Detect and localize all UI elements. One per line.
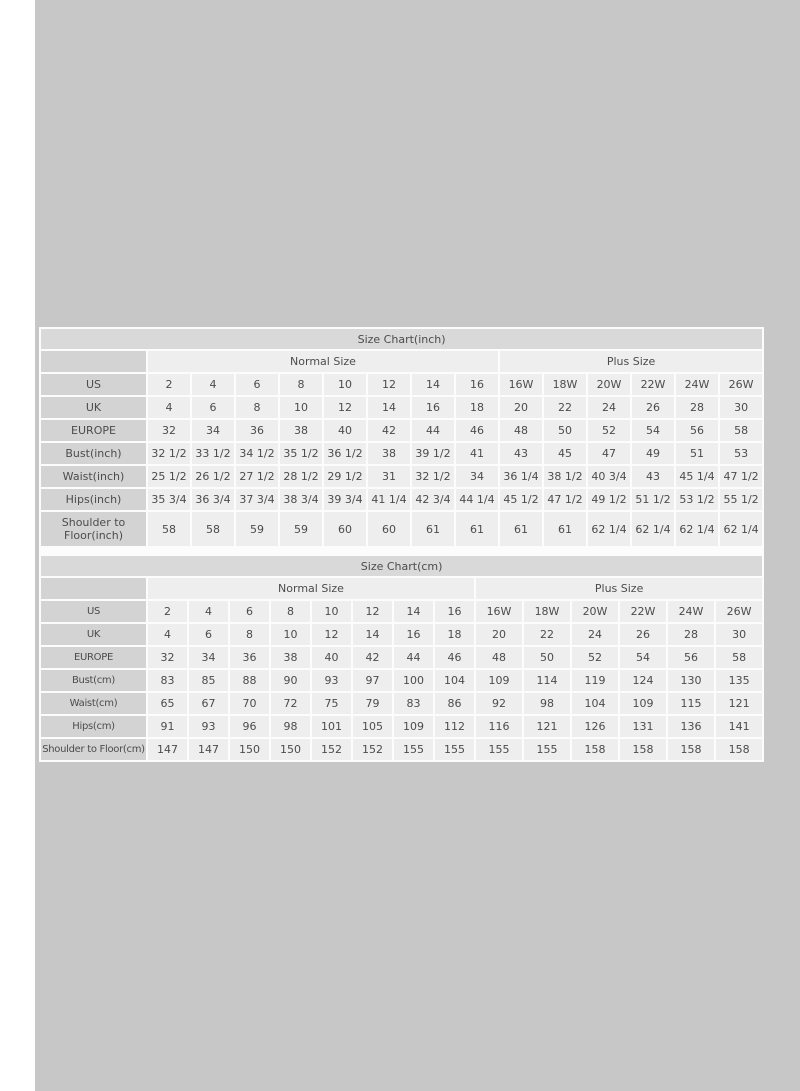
table-row <box>41 420 762 441</box>
size-value-cell: 46 <box>456 420 498 441</box>
size-value-cell: 158 <box>668 739 714 760</box>
size-value-cell: 126 <box>572 716 618 737</box>
size-value-cell: 60 <box>368 512 410 546</box>
row-label: US <box>41 601 146 622</box>
size-value-cell: 112 <box>435 716 474 737</box>
size-value-cell: 109 <box>620 693 666 714</box>
size-value-cell: 41 1/4 <box>368 489 410 510</box>
row-label: Shoulder to Floor(cm) <box>41 739 146 760</box>
size-value-cell: 67 <box>189 693 228 714</box>
size-value-cell: 115 <box>668 693 714 714</box>
row-label: Waist(cm) <box>41 693 146 714</box>
size-value-cell: 18W <box>544 374 586 395</box>
size-value-cell: 24W <box>676 374 718 395</box>
size-value-cell: 38 <box>271 647 310 668</box>
size-value-cell: 47 <box>588 443 630 464</box>
table-row <box>41 647 762 668</box>
size-value-cell: 62 1/4 <box>588 512 630 546</box>
size-value-cell: 44 <box>412 420 454 441</box>
size-value-cell: 105 <box>353 716 392 737</box>
size-value-cell: 4 <box>192 374 234 395</box>
size-value-cell: 61 <box>456 512 498 546</box>
size-value-cell: 158 <box>620 739 666 760</box>
size-value-cell: 61 <box>500 512 542 546</box>
size-value-cell: 38 3/4 <box>280 489 322 510</box>
size-value-cell: 36 1/2 <box>324 443 366 464</box>
table-row <box>41 466 762 487</box>
row-label: Bust(cm) <box>41 670 146 691</box>
size-value-cell: 16 <box>435 601 474 622</box>
size-value-cell: 30 <box>720 397 762 418</box>
size-value-cell: 26 <box>620 624 666 645</box>
size-value-cell: 14 <box>412 374 454 395</box>
size-value-cell: 93 <box>189 716 228 737</box>
size-value-cell: 26 1/2 <box>192 466 234 487</box>
size-value-cell: 97 <box>353 670 392 691</box>
size-value-cell: 22 <box>524 624 570 645</box>
size-chart-cm-table <box>39 554 764 762</box>
corner-cell <box>41 578 146 599</box>
size-value-cell: 42 3/4 <box>412 489 454 510</box>
size-value-cell: 32 1/2 <box>148 443 190 464</box>
size-value-cell: 8 <box>236 397 278 418</box>
size-value-cell: 32 1/2 <box>412 466 454 487</box>
size-value-cell: 22 <box>544 397 586 418</box>
size-value-cell: 6 <box>189 624 228 645</box>
size-value-cell: 48 <box>500 420 542 441</box>
size-value-cell: 32 <box>148 420 190 441</box>
size-value-cell: 96 <box>230 716 269 737</box>
table-row <box>41 443 762 464</box>
size-value-cell: 24 <box>572 624 618 645</box>
size-value-cell: 4 <box>148 624 187 645</box>
size-value-cell: 100 <box>394 670 433 691</box>
size-value-cell: 45 <box>544 443 586 464</box>
size-value-cell: 38 <box>368 443 410 464</box>
size-value-cell: 50 <box>524 647 570 668</box>
size-value-cell: 58 <box>192 512 234 546</box>
size-value-cell: 16 <box>456 374 498 395</box>
size-value-cell: 20 <box>500 397 542 418</box>
size-value-cell: 51 1/2 <box>632 489 674 510</box>
size-value-cell: 12 <box>353 601 392 622</box>
size-value-cell: 70 <box>230 693 269 714</box>
size-value-cell: 40 3/4 <box>588 466 630 487</box>
size-value-cell: 28 1/2 <box>280 466 322 487</box>
size-value-cell: 51 <box>676 443 718 464</box>
size-value-cell: 46 <box>435 647 474 668</box>
column-group-row <box>41 578 762 599</box>
row-label: Waist(inch) <box>41 466 146 487</box>
column-group-row <box>41 351 762 372</box>
size-value-cell: 58 <box>720 420 762 441</box>
size-value-cell: 62 1/4 <box>676 512 718 546</box>
table-row <box>41 489 762 510</box>
size-value-cell: 58 <box>716 647 762 668</box>
size-value-cell: 131 <box>620 716 666 737</box>
size-value-cell: 24 <box>588 397 630 418</box>
table-row <box>41 601 762 622</box>
size-value-cell: 4 <box>148 397 190 418</box>
size-value-cell: 53 <box>720 443 762 464</box>
size-value-cell: 83 <box>148 670 187 691</box>
size-value-cell: 79 <box>353 693 392 714</box>
size-value-cell: 32 <box>148 647 187 668</box>
table-title: Size Chart(cm) <box>41 556 762 576</box>
size-value-cell: 42 <box>368 420 410 441</box>
size-value-cell: 56 <box>668 647 714 668</box>
table-row <box>41 374 762 395</box>
size-value-cell: 150 <box>271 739 310 760</box>
size-value-cell: 30 <box>716 624 762 645</box>
size-value-cell: 152 <box>353 739 392 760</box>
size-value-cell: 28 <box>676 397 718 418</box>
size-value-cell: 150 <box>230 739 269 760</box>
size-value-cell: 39 1/2 <box>412 443 454 464</box>
size-value-cell: 58 <box>148 512 190 546</box>
size-value-cell: 36 <box>230 647 269 668</box>
size-value-cell: 47 1/2 <box>720 466 762 487</box>
size-value-cell: 20W <box>588 374 630 395</box>
size-value-cell: 98 <box>271 716 310 737</box>
size-value-cell: 104 <box>435 670 474 691</box>
size-value-cell: 20 <box>476 624 522 645</box>
row-label: EUROPE <box>41 647 146 668</box>
size-value-cell: 35 3/4 <box>148 489 190 510</box>
size-value-cell: 59 <box>236 512 278 546</box>
size-value-cell: 16W <box>500 374 542 395</box>
size-value-cell: 91 <box>148 716 187 737</box>
size-value-cell: 14 <box>368 397 410 418</box>
size-value-cell: 119 <box>572 670 618 691</box>
size-value-cell: 141 <box>716 716 762 737</box>
size-value-cell: 4 <box>189 601 228 622</box>
size-value-cell: 33 1/2 <box>192 443 234 464</box>
size-value-cell: 18 <box>456 397 498 418</box>
size-value-cell: 6 <box>192 397 234 418</box>
corner-cell <box>41 351 146 372</box>
size-value-cell: 114 <box>524 670 570 691</box>
row-label: Shoulder to Floor(inch) <box>41 512 146 546</box>
size-value-cell: 10 <box>271 624 310 645</box>
size-value-cell: 92 <box>476 693 522 714</box>
size-value-cell: 45 1/4 <box>676 466 718 487</box>
size-value-cell: 34 1/2 <box>236 443 278 464</box>
column-group-normal-size: Normal Size <box>148 351 498 372</box>
size-value-cell: 34 <box>192 420 234 441</box>
size-value-cell: 20W <box>572 601 618 622</box>
size-value-cell: 44 <box>394 647 433 668</box>
size-value-cell: 39 3/4 <box>324 489 366 510</box>
size-value-cell: 54 <box>632 420 674 441</box>
size-value-cell: 61 <box>412 512 454 546</box>
size-value-cell: 18W <box>524 601 570 622</box>
size-value-cell: 36 <box>236 420 278 441</box>
size-value-cell: 14 <box>353 624 392 645</box>
size-value-cell: 62 1/4 <box>632 512 674 546</box>
size-value-cell: 22W <box>620 601 666 622</box>
size-value-cell: 75 <box>312 693 351 714</box>
size-value-cell: 152 <box>312 739 351 760</box>
size-value-cell: 40 <box>324 420 366 441</box>
size-charts-container <box>39 327 764 762</box>
size-value-cell: 48 <box>476 647 522 668</box>
size-value-cell: 155 <box>476 739 522 760</box>
size-value-cell: 38 1/2 <box>544 466 586 487</box>
size-value-cell: 31 <box>368 466 410 487</box>
size-value-cell: 147 <box>148 739 187 760</box>
size-value-cell: 109 <box>394 716 433 737</box>
size-value-cell: 37 3/4 <box>236 489 278 510</box>
column-group-plus-size: Plus Size <box>476 578 762 599</box>
size-value-cell: 25 1/2 <box>148 466 190 487</box>
size-value-cell: 61 <box>544 512 586 546</box>
size-value-cell: 101 <box>312 716 351 737</box>
size-value-cell: 56 <box>676 420 718 441</box>
size-value-cell: 50 <box>544 420 586 441</box>
table-row <box>41 739 762 760</box>
size-value-cell: 136 <box>668 716 714 737</box>
size-value-cell: 26 <box>632 397 674 418</box>
size-value-cell: 44 1/4 <box>456 489 498 510</box>
size-value-cell: 38 <box>280 420 322 441</box>
column-group-normal-size: Normal Size <box>148 578 474 599</box>
size-value-cell: 35 1/2 <box>280 443 322 464</box>
size-value-cell: 109 <box>476 670 522 691</box>
size-value-cell: 36 3/4 <box>192 489 234 510</box>
table-row <box>41 512 762 546</box>
size-value-cell: 18 <box>435 624 474 645</box>
size-value-cell: 16W <box>476 601 522 622</box>
size-value-cell: 24W <box>668 601 714 622</box>
size-value-cell: 55 1/2 <box>720 489 762 510</box>
size-value-cell: 124 <box>620 670 666 691</box>
size-value-cell: 40 <box>312 647 351 668</box>
size-value-cell: 121 <box>716 693 762 714</box>
size-value-cell: 26W <box>720 374 762 395</box>
row-label: Hips(cm) <box>41 716 146 737</box>
size-value-cell: 8 <box>280 374 322 395</box>
size-value-cell: 34 <box>189 647 228 668</box>
size-value-cell: 8 <box>271 601 310 622</box>
size-value-cell: 158 <box>572 739 618 760</box>
size-value-cell: 54 <box>620 647 666 668</box>
size-value-cell: 65 <box>148 693 187 714</box>
size-value-cell: 88 <box>230 670 269 691</box>
size-value-cell: 12 <box>312 624 351 645</box>
size-value-cell: 16 <box>412 397 454 418</box>
size-value-cell: 72 <box>271 693 310 714</box>
size-value-cell: 16 <box>394 624 433 645</box>
column-group-plus-size: Plus Size <box>500 351 762 372</box>
size-value-cell: 98 <box>524 693 570 714</box>
size-value-cell: 41 <box>456 443 498 464</box>
size-value-cell: 22W <box>632 374 674 395</box>
size-value-cell: 10 <box>312 601 351 622</box>
size-value-cell: 52 <box>572 647 618 668</box>
table-row <box>41 670 762 691</box>
table-title-row <box>41 329 762 349</box>
table-title: Size Chart(inch) <box>41 329 762 349</box>
size-value-cell: 60 <box>324 512 366 546</box>
size-value-cell: 155 <box>524 739 570 760</box>
size-value-cell: 6 <box>230 601 269 622</box>
size-value-cell: 36 1/4 <box>500 466 542 487</box>
size-value-cell: 93 <box>312 670 351 691</box>
size-value-cell: 47 1/2 <box>544 489 586 510</box>
size-value-cell: 62 1/4 <box>720 512 762 546</box>
row-label: EUROPE <box>41 420 146 441</box>
size-value-cell: 147 <box>189 739 228 760</box>
size-value-cell: 26W <box>716 601 762 622</box>
size-value-cell: 34 <box>456 466 498 487</box>
size-value-cell: 104 <box>572 693 618 714</box>
size-value-cell: 135 <box>716 670 762 691</box>
size-value-cell: 10 <box>280 397 322 418</box>
size-value-cell: 83 <box>394 693 433 714</box>
size-value-cell: 42 <box>353 647 392 668</box>
size-value-cell: 86 <box>435 693 474 714</box>
row-label: UK <box>41 624 146 645</box>
size-value-cell: 158 <box>716 739 762 760</box>
size-value-cell: 130 <box>668 670 714 691</box>
table-row <box>41 693 762 714</box>
size-value-cell: 43 <box>500 443 542 464</box>
table-title-row <box>41 556 762 576</box>
size-value-cell: 28 <box>668 624 714 645</box>
row-label: UK <box>41 397 146 418</box>
size-value-cell: 59 <box>280 512 322 546</box>
size-value-cell: 85 <box>189 670 228 691</box>
size-value-cell: 12 <box>368 374 410 395</box>
size-value-cell: 6 <box>236 374 278 395</box>
size-value-cell: 45 1/2 <box>500 489 542 510</box>
size-value-cell: 2 <box>148 601 187 622</box>
size-value-cell: 53 1/2 <box>676 489 718 510</box>
size-value-cell: 121 <box>524 716 570 737</box>
size-value-cell: 2 <box>148 374 190 395</box>
size-value-cell: 12 <box>324 397 366 418</box>
row-label: US <box>41 374 146 395</box>
table-row <box>41 624 762 645</box>
table-row <box>41 716 762 737</box>
size-chart-inch-table <box>39 327 764 548</box>
size-value-cell: 116 <box>476 716 522 737</box>
row-label: Bust(inch) <box>41 443 146 464</box>
size-value-cell: 8 <box>230 624 269 645</box>
size-value-cell: 155 <box>394 739 433 760</box>
size-value-cell: 49 1/2 <box>588 489 630 510</box>
size-value-cell: 155 <box>435 739 474 760</box>
size-value-cell: 14 <box>394 601 433 622</box>
size-value-cell: 43 <box>632 466 674 487</box>
size-value-cell: 52 <box>588 420 630 441</box>
size-value-cell: 29 1/2 <box>324 466 366 487</box>
row-label: Hips(inch) <box>41 489 146 510</box>
size-value-cell: 27 1/2 <box>236 466 278 487</box>
size-value-cell: 90 <box>271 670 310 691</box>
table-row <box>41 397 762 418</box>
size-value-cell: 10 <box>324 374 366 395</box>
size-value-cell: 49 <box>632 443 674 464</box>
